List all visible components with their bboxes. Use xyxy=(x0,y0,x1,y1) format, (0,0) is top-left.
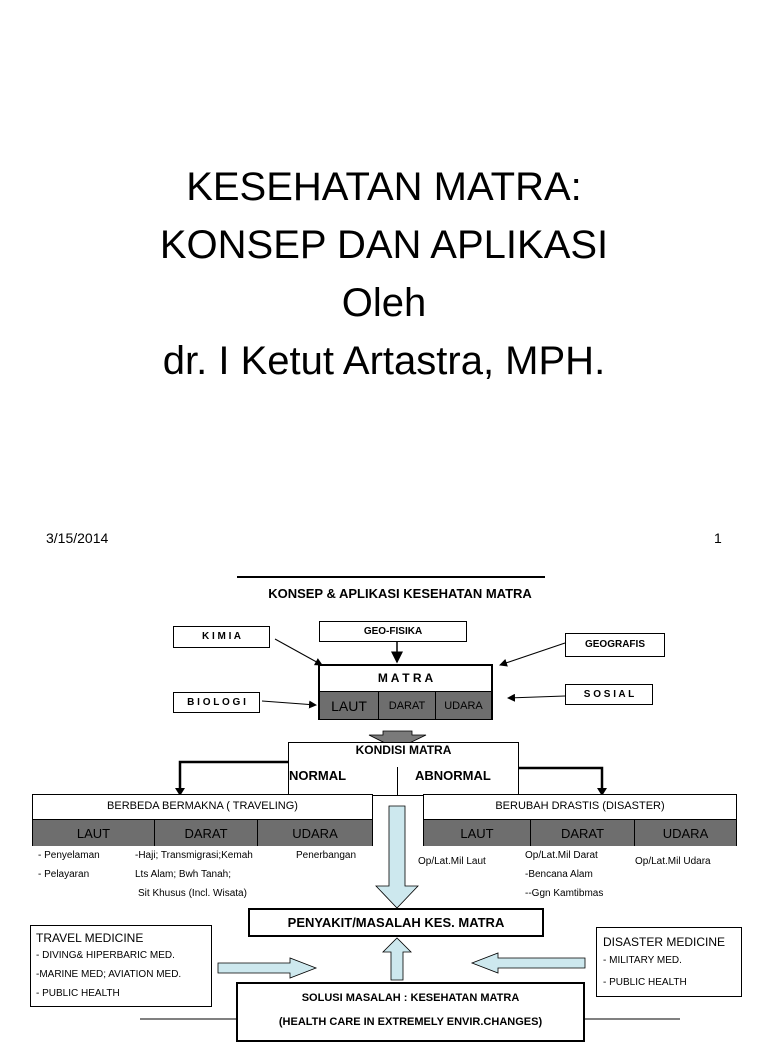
disaster-laut-notes xyxy=(418,852,486,871)
note-line: - Pelayaran xyxy=(38,869,90,880)
traveling-laut-notes xyxy=(38,846,100,884)
traveling-header: BERBEDA BERMAKNA ( TRAVELING) xyxy=(107,800,298,812)
note-line: Penerbangan xyxy=(296,850,357,861)
kondisi-label: KONDISI MATRA xyxy=(355,743,452,757)
matra-label: M A T R A xyxy=(377,671,434,685)
matra-cell-udara: UDARA xyxy=(444,699,483,712)
travel-medicine-item: - PUBLIC HEALTH xyxy=(36,988,120,999)
matra-cell-darat: DARAT xyxy=(379,692,436,719)
factor-geografis: GEOGRAFIS xyxy=(565,633,665,657)
traveling-cell-udara: UDARA xyxy=(292,825,338,841)
penyakit-box: PENYAKIT/MASALAH KES. MATRA xyxy=(248,908,544,937)
kondisi-normal: NORMAL xyxy=(289,768,347,783)
traveling-panel xyxy=(32,794,373,846)
diagram-heading: KONSEP & APLIKASI KESEHATAN MATRA xyxy=(268,586,532,601)
disaster-medicine-item: - PUBLIC HEALTH xyxy=(603,977,687,988)
traveling-darat-notes xyxy=(135,846,253,903)
factor-sosial: S O S I A L xyxy=(565,684,653,705)
disaster-medicine-item: - MILITARY MED. xyxy=(603,955,682,966)
note-line: Sit Khusus (Incl. Wisata) xyxy=(138,888,247,899)
kondisi-matra-box xyxy=(288,742,519,796)
traveling-cell-darat: DARAT xyxy=(155,820,258,846)
title-line-3: Oleh xyxy=(341,281,427,325)
note-line: - Penyelaman xyxy=(38,850,100,861)
disaster-header: BERUBAH DRASTIS (DISASTER) xyxy=(495,800,665,812)
disaster-cell-laut: LAUT xyxy=(424,820,531,846)
matra-cell-laut: LAUT xyxy=(320,692,379,719)
note-line: Lts Alam; Bwh Tanah; xyxy=(135,869,231,880)
page-number: 1 xyxy=(714,530,722,546)
traveling-cells xyxy=(33,819,372,846)
matra-cells xyxy=(320,691,491,719)
slide-title xyxy=(0,158,768,390)
title-line-1: KESEHATAN MATRA: xyxy=(186,165,582,209)
travel-medicine-box xyxy=(30,925,212,1007)
travel-medicine-item: -MARINE MED; AVIATION MED. xyxy=(36,969,182,980)
solusi-line-2: (HEALTH CARE IN EXTREMELY ENVIR.CHANGES) xyxy=(278,1016,543,1028)
disaster-cell-udara: UDARA xyxy=(662,825,709,841)
title-line-2: KONSEP DAN APLIKASI xyxy=(159,223,609,267)
disaster-cells xyxy=(424,819,736,846)
disaster-darat-notes xyxy=(525,846,603,903)
solusi-line-1: SOLUSI MASALAH : KESEHATAN MATRA xyxy=(301,992,520,1004)
traveling-udara-notes xyxy=(296,846,356,865)
title-line-4: dr. I Ketut Artastra, MPH. xyxy=(162,339,606,383)
note-line: Op/Lat.Mil Darat xyxy=(525,850,598,861)
disaster-medicine-title: DISASTER MEDICINE xyxy=(603,935,726,949)
travel-medicine-item: - DIVING& HIPERBARIC MED. xyxy=(36,950,175,961)
note-line: Op/Lat.Mil Laut xyxy=(418,856,486,867)
note-line: -Haji; Transmigrasi;Kemah xyxy=(135,850,253,861)
slide-date: 3/15/2014 xyxy=(46,530,109,546)
disaster-udara-notes xyxy=(635,852,711,871)
factor-biologi: B I O L O G I xyxy=(173,692,260,713)
disaster-panel xyxy=(423,794,737,846)
traveling-cell-laut: LAUT xyxy=(33,820,155,846)
travel-medicine-title: TRAVEL MEDICINE xyxy=(36,931,144,945)
matra-box xyxy=(318,664,493,720)
disaster-medicine-box xyxy=(596,927,742,997)
kondisi-abnormal: ABNORMAL xyxy=(415,768,491,783)
factor-geofisika: GEO-FISIKA xyxy=(319,621,467,642)
disaster-cell-darat: DARAT xyxy=(531,820,635,846)
factor-kimia: K I M I A xyxy=(173,626,270,648)
solusi-box xyxy=(236,982,585,1042)
note-line: --Ggn Kamtibmas xyxy=(525,888,604,899)
kondisi-divider xyxy=(397,767,398,795)
note-line: Op/Lat.Mil Udara xyxy=(635,856,711,867)
note-line: -Bencana Alam xyxy=(525,869,593,880)
